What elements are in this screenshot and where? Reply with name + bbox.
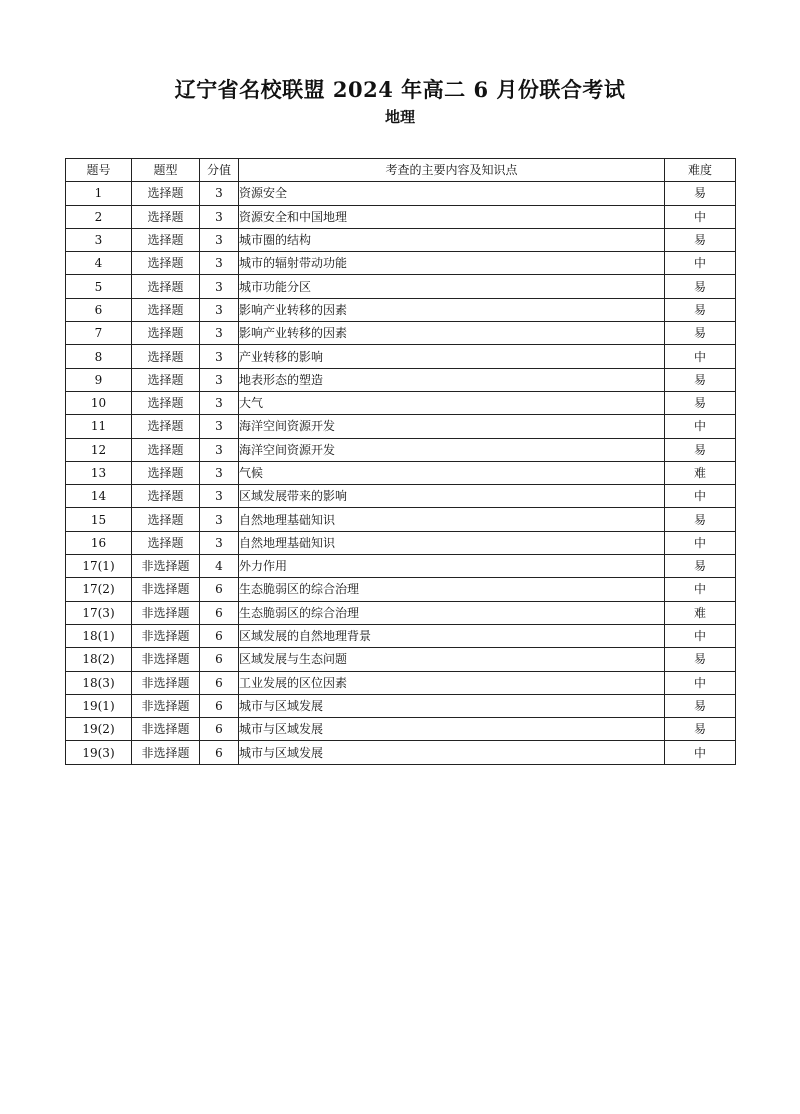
content-cell: 资源安全和中国地理 xyxy=(239,205,665,228)
question-number-cell: 18(1) xyxy=(66,624,132,647)
question-number-cell: 5 xyxy=(66,275,132,298)
question-number-cell: 1 xyxy=(66,182,132,205)
content-cell: 气候 xyxy=(239,461,665,484)
table-row xyxy=(66,671,736,694)
table-row xyxy=(66,252,736,275)
column-header-score: 分值 xyxy=(200,159,239,182)
question-type-cell: 非选择题 xyxy=(132,694,200,717)
question-type-cell: 选择题 xyxy=(132,182,200,205)
content-cell: 海洋空间资源开发 xyxy=(239,438,665,461)
question-number-cell: 10 xyxy=(66,391,132,414)
question-type-cell: 选择题 xyxy=(132,298,200,321)
question-type-cell: 非选择题 xyxy=(132,648,200,671)
difficulty-cell: 易 xyxy=(665,275,736,298)
difficulty-cell: 中 xyxy=(665,578,736,601)
content-cell: 自然地理基础知识 xyxy=(239,531,665,554)
score-cell: 6 xyxy=(200,601,239,624)
question-number-cell: 11 xyxy=(66,415,132,438)
question-type-cell: 选择题 xyxy=(132,205,200,228)
table-row xyxy=(66,578,736,601)
table-row xyxy=(66,391,736,414)
table-row xyxy=(66,182,736,205)
score-cell: 3 xyxy=(200,508,239,531)
content-cell: 城市与区域发展 xyxy=(239,741,665,764)
content-cell: 城市功能分区 xyxy=(239,275,665,298)
content-cell: 工业发展的区位因素 xyxy=(239,671,665,694)
difficulty-cell: 中 xyxy=(665,741,736,764)
score-cell: 3 xyxy=(200,531,239,554)
score-cell: 4 xyxy=(200,555,239,578)
table-row xyxy=(66,624,736,647)
difficulty-cell: 中 xyxy=(665,252,736,275)
table-row xyxy=(66,694,736,717)
score-cell: 6 xyxy=(200,671,239,694)
question-number-cell: 19(3) xyxy=(66,741,132,764)
content-cell: 海洋空间资源开发 xyxy=(239,415,665,438)
score-cell: 3 xyxy=(200,415,239,438)
score-cell: 3 xyxy=(200,275,239,298)
content-cell: 生态脆弱区的综合治理 xyxy=(239,578,665,601)
column-header-number: 题号 xyxy=(66,159,132,182)
question-type-cell: 选择题 xyxy=(132,461,200,484)
question-number-cell: 18(2) xyxy=(66,648,132,671)
content-cell: 区域发展与生态问题 xyxy=(239,648,665,671)
score-cell: 3 xyxy=(200,461,239,484)
table-row xyxy=(66,485,736,508)
question-type-cell: 选择题 xyxy=(132,368,200,391)
score-cell: 3 xyxy=(200,205,239,228)
score-cell: 3 xyxy=(200,368,239,391)
question-number-cell: 13 xyxy=(66,461,132,484)
question-number-cell: 3 xyxy=(66,228,132,251)
exam-spec-table xyxy=(65,158,736,765)
difficulty-cell: 易 xyxy=(665,648,736,671)
column-header-difficulty: 难度 xyxy=(665,159,736,182)
question-number-cell: 2 xyxy=(66,205,132,228)
table-row xyxy=(66,555,736,578)
difficulty-cell: 难 xyxy=(665,601,736,624)
question-number-cell: 7 xyxy=(66,322,132,345)
question-number-cell: 14 xyxy=(66,485,132,508)
question-number-cell: 19(1) xyxy=(66,694,132,717)
difficulty-cell: 中 xyxy=(665,624,736,647)
content-cell: 城市与区域发展 xyxy=(239,694,665,717)
score-cell: 6 xyxy=(200,694,239,717)
table-row xyxy=(66,345,736,368)
table-row xyxy=(66,741,736,764)
content-cell: 影响产业转移的因素 xyxy=(239,298,665,321)
question-type-cell: 非选择题 xyxy=(132,555,200,578)
difficulty-cell: 中 xyxy=(665,205,736,228)
question-type-cell: 选择题 xyxy=(132,531,200,554)
content-cell: 城市的辐射带动功能 xyxy=(239,252,665,275)
difficulty-cell: 中 xyxy=(665,531,736,554)
score-cell: 6 xyxy=(200,741,239,764)
score-cell: 3 xyxy=(200,345,239,368)
question-type-cell: 选择题 xyxy=(132,252,200,275)
score-cell: 6 xyxy=(200,624,239,647)
difficulty-cell: 易 xyxy=(665,694,736,717)
content-cell: 产业转移的影响 xyxy=(239,345,665,368)
score-cell: 6 xyxy=(200,578,239,601)
difficulty-cell: 中 xyxy=(665,345,736,368)
score-cell: 3 xyxy=(200,485,239,508)
question-number-cell: 17(3) xyxy=(66,601,132,624)
table-row xyxy=(66,648,736,671)
content-cell: 区域发展的自然地理背景 xyxy=(239,624,665,647)
page-title: 辽宁省名校联盟 2024 年高二 6 月份联合考试 xyxy=(174,77,626,102)
question-number-cell: 16 xyxy=(66,531,132,554)
score-cell: 3 xyxy=(200,298,239,321)
table-row xyxy=(66,718,736,741)
score-cell: 3 xyxy=(200,182,239,205)
question-type-cell: 选择题 xyxy=(132,228,200,251)
score-cell: 3 xyxy=(200,322,239,345)
content-cell: 地表形态的塑造 xyxy=(239,368,665,391)
question-type-cell: 选择题 xyxy=(132,345,200,368)
question-type-cell: 选择题 xyxy=(132,415,200,438)
table-row xyxy=(66,228,736,251)
question-type-cell: 非选择题 xyxy=(132,718,200,741)
table-row xyxy=(66,415,736,438)
subject-title: 地理 xyxy=(384,108,415,126)
difficulty-cell: 易 xyxy=(665,438,736,461)
difficulty-cell: 易 xyxy=(665,718,736,741)
table-row xyxy=(66,298,736,321)
table-row xyxy=(66,601,736,624)
question-type-cell: 选择题 xyxy=(132,485,200,508)
table-row xyxy=(66,508,736,531)
question-type-cell: 非选择题 xyxy=(132,601,200,624)
table-row xyxy=(66,368,736,391)
content-cell: 自然地理基础知识 xyxy=(239,508,665,531)
question-type-cell: 非选择题 xyxy=(132,671,200,694)
table-row xyxy=(66,461,736,484)
table-row xyxy=(66,275,736,298)
question-number-cell: 18(3) xyxy=(66,671,132,694)
difficulty-cell: 易 xyxy=(665,391,736,414)
table-row xyxy=(66,438,736,461)
question-number-cell: 15 xyxy=(66,508,132,531)
score-cell: 3 xyxy=(200,228,239,251)
column-header-content: 考查的主要内容及知识点 xyxy=(239,159,665,182)
question-number-cell: 4 xyxy=(66,252,132,275)
question-number-cell: 8 xyxy=(66,345,132,368)
table-row xyxy=(66,322,736,345)
content-cell: 外力作用 xyxy=(239,555,665,578)
question-number-cell: 17(1) xyxy=(66,555,132,578)
content-cell: 城市与区域发展 xyxy=(239,718,665,741)
difficulty-cell: 易 xyxy=(665,322,736,345)
question-number-cell: 17(2) xyxy=(66,578,132,601)
question-type-cell: 非选择题 xyxy=(132,578,200,601)
question-type-cell: 非选择题 xyxy=(132,741,200,764)
column-header-type: 题型 xyxy=(132,159,200,182)
score-cell: 3 xyxy=(200,438,239,461)
score-cell: 6 xyxy=(200,648,239,671)
question-number-cell: 6 xyxy=(66,298,132,321)
table-row xyxy=(66,205,736,228)
difficulty-cell: 难 xyxy=(665,461,736,484)
question-type-cell: 选择题 xyxy=(132,322,200,345)
difficulty-cell: 中 xyxy=(665,671,736,694)
difficulty-cell: 易 xyxy=(665,555,736,578)
difficulty-cell: 易 xyxy=(665,368,736,391)
question-number-cell: 9 xyxy=(66,368,132,391)
difficulty-cell: 易 xyxy=(665,182,736,205)
difficulty-cell: 中 xyxy=(665,415,736,438)
table-body xyxy=(66,182,736,764)
question-type-cell: 选择题 xyxy=(132,391,200,414)
content-cell: 资源安全 xyxy=(239,182,665,205)
content-cell: 城市圈的结构 xyxy=(239,228,665,251)
question-number-cell: 19(2) xyxy=(66,718,132,741)
content-cell: 区域发展带来的影响 xyxy=(239,485,665,508)
question-type-cell: 选择题 xyxy=(132,438,200,461)
question-type-cell: 选择题 xyxy=(132,508,200,531)
question-type-cell: 选择题 xyxy=(132,275,200,298)
difficulty-cell: 易 xyxy=(665,298,736,321)
table-row xyxy=(66,531,736,554)
content-cell: 生态脆弱区的综合治理 xyxy=(239,601,665,624)
difficulty-cell: 易 xyxy=(665,228,736,251)
difficulty-cell: 中 xyxy=(665,485,736,508)
score-cell: 6 xyxy=(200,718,239,741)
table-header-row xyxy=(66,159,736,182)
question-type-cell: 非选择题 xyxy=(132,624,200,647)
question-number-cell: 12 xyxy=(66,438,132,461)
score-cell: 3 xyxy=(200,252,239,275)
score-cell: 3 xyxy=(200,391,239,414)
content-cell: 影响产业转移的因素 xyxy=(239,322,665,345)
content-cell: 大气 xyxy=(239,391,665,414)
difficulty-cell: 易 xyxy=(665,508,736,531)
